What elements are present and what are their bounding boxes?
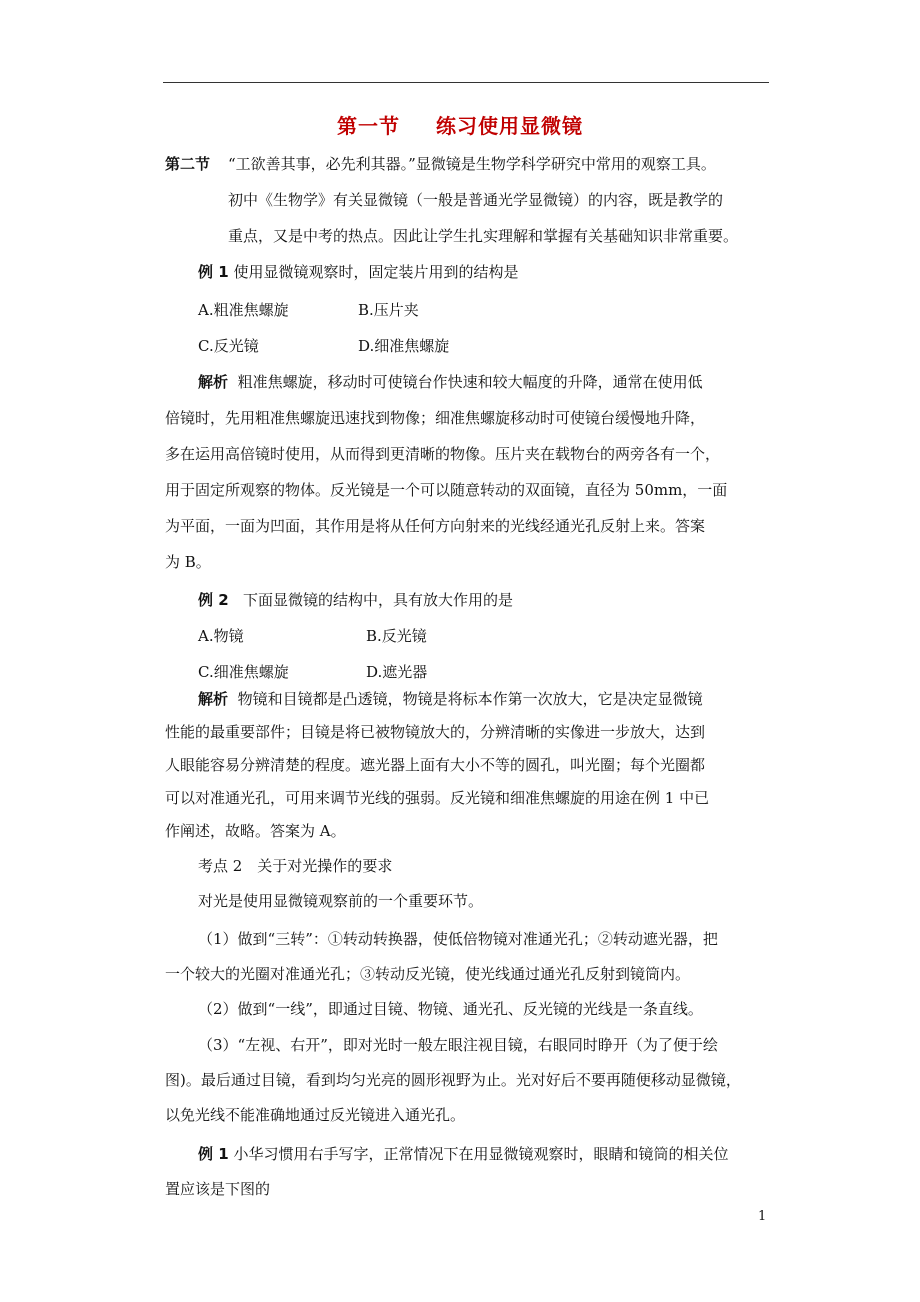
example1-option-b: B.压片夹 (358, 301, 419, 319)
example3-line-2: 置应该是下图的 (165, 1180, 271, 1198)
point2-item3-line-1: （3）“左视、右开”，即对光时一般左眼注视目镜，右眼同时睁开（为了便于绘 (198, 1036, 718, 1054)
example2-analysis-line-3: 人眼能容易分辨清楚的程度。遮光器上面有大小不等的圆孔，叫光圈；每个光圈都 (165, 756, 706, 774)
point2-item2: （2）做到“一线”，即通过目镜、物镜、通光孔、反光镜的光线是一条直线。 (198, 1000, 703, 1018)
point2-item3-line-3: 以免光线不能准确地通过反光镜进入通光孔。 (165, 1106, 466, 1124)
example2-analysis-line-2: 性能的最重要部件；目镜是将已被物镜放大的，分辨清晰的实像进一步放大，达到 (165, 723, 706, 741)
example2-analysis-line-1 (198, 689, 703, 709)
example2-analysis-text-1: 物镜和目镜都是凸透镜，物镜是将标本作第一次放大，它是决定显微镜 (237, 690, 703, 708)
example3-label: 例 1 (198, 1145, 229, 1163)
example1-analysis-line-5: 为平面，一面为凹面，其作用是将从任何方向射来的光线经通光孔反射上来。答案 (165, 517, 706, 535)
page-title (0, 110, 920, 139)
example1-analysis-line-1 (198, 372, 703, 392)
example1-analysis-text-1: 粗准焦螺旋，移动时可使镜台作快速和较大幅度的升降，通常在使用低 (237, 373, 703, 391)
example2-option-c: C.细准焦螺旋 (198, 663, 289, 681)
example1-question: 使用显微镜观察时，固定装片用到的结构是 (233, 263, 519, 281)
example2-label: 例 2 (198, 591, 229, 609)
example2-question: 下面显微镜的结构中，具有放大作用的是 (242, 591, 513, 609)
intro-line-2: 初中《生物学》有关显微镜（一般是普通光学显微镜）的内容，既是教学的 (228, 191, 724, 209)
example1-option-a: A.粗准焦螺旋 (198, 301, 289, 319)
header-rule (163, 82, 769, 83)
example1-analysis-label: 解析 (198, 373, 229, 391)
example1-analysis-line-4: 用于固定所观察的物体。反光镜是一个可以随意转动的双面镜，直径为 50mm，一面 (165, 481, 728, 499)
example1-option-c: C.反光镜 (198, 337, 259, 355)
example2-option-b: B.反光镜 (366, 627, 427, 645)
example2-option-a: A.物镜 (198, 627, 244, 645)
example3-text-1: 小华习惯用右手写字，正常情况下在用显微镜观察时，眼睛和镜筒的相关位 (233, 1145, 729, 1163)
intro-line-1: “工欲善其事，必先利其器。”显微镜是生物学科学研究中常用的观察工具。 (228, 155, 716, 173)
example2-analysis-label: 解析 (198, 690, 229, 708)
point2-item1-line-1: （1）做到“三转”：①转动转换器，使低倍物镜对准通光孔；②转动遮光器，把 (198, 930, 718, 948)
point2-item1-line-2: 一个较大的光圈对准通光孔；③转动反光镜，使光线通过通光孔反射到镜筒内。 (165, 965, 691, 983)
example1-label: 例 1 (198, 263, 229, 281)
point2-heading: 考点 2 关于对光操作的要求 (198, 857, 393, 875)
example2-question-line (198, 590, 513, 610)
example3-line-1 (198, 1144, 728, 1164)
example2-option-d: D.遮光器 (366, 663, 428, 681)
example1-analysis-line-3: 多在运用高倍镜时使用，从而得到更清晰的物像。压片夹在载物台的两旁各有一个， (165, 445, 721, 463)
example2-analysis-line-5: 作阐述，故略。答案为 A。 (165, 822, 346, 840)
title-topic: 练习使用显微镜 (436, 114, 583, 138)
example1-analysis-line-6: 为 B。 (165, 553, 211, 571)
page-number: 1 (758, 1209, 767, 1224)
title-section: 第一节 (337, 114, 400, 138)
point2-item3-line-2: 图)。最后通过目镜，看到均匀光亮的圆形视野为止。光对好后不要再随便移动显微镜， (165, 1071, 741, 1089)
intro-line-3: 重点，又是中考的热点。因此让学生扎实理解和掌握有关基础知识非常重要。 (228, 227, 739, 245)
example1-analysis-line-2: 倍镜时，先用粗准焦螺旋迅速找到物像；细准焦螺旋移动时可使镜台缓慢地升降， (165, 409, 706, 427)
intro-label: 第二节 (165, 155, 211, 173)
example2-analysis-line-4: 可以对准通光孔，可用来调节光线的强弱。反光镜和细准焦螺旋的用途在例 1 中已 (165, 789, 710, 807)
point2-intro: 对光是使用显微镜观察前的一个重要环节。 (198, 892, 484, 910)
example1-question-line (198, 262, 518, 282)
example1-option-d: D.细准焦螺旋 (358, 337, 450, 355)
